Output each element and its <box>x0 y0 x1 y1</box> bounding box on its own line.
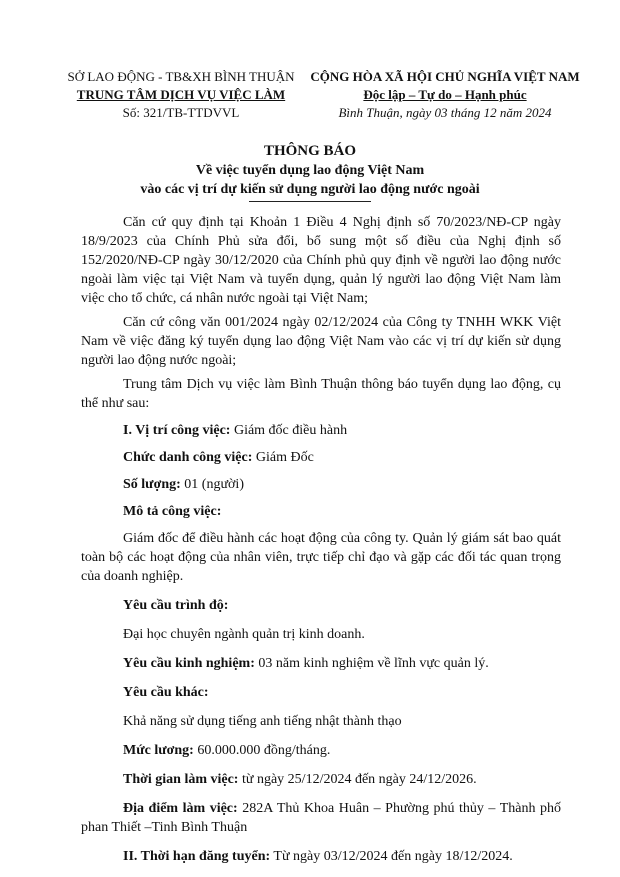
quantity-line <box>81 475 561 494</box>
work-location-label: Địa điểm làm việc: <box>123 801 238 816</box>
deadline-label: II. Thời hạn đăng tuyển: <box>123 849 271 864</box>
nation-motto: Độc lập – Tự do – Hạnh phúc <box>363 87 527 102</box>
education-text: Đại học chuyên ngành quản trị kinh doanh. <box>123 627 365 642</box>
salary-line <box>81 741 561 760</box>
work-location-value: 282A Thủ Khoa Huân – Phường phú thủy – Thành phố phan Thiết –Tinh Bình Thuận <box>81 801 561 835</box>
experience-value: 03 năm kinh nghiệm về lĩnh vực quản lý. <box>254 656 489 671</box>
education-label: Yêu cầu trình độ: <box>123 598 229 613</box>
quantity-label: Số lượng: <box>123 477 181 492</box>
document-title <box>40 142 580 202</box>
experience-line <box>81 654 561 673</box>
other-requirements-label: Yêu cầu khác: <box>123 685 209 700</box>
nation-header <box>310 68 580 122</box>
job-title-label: Chức danh công việc: <box>123 450 253 465</box>
experience-label: Yêu cầu kinh nghiệm: <box>123 656 255 671</box>
document-number: Số: 321/TB-TTDVVL <box>122 105 240 120</box>
quantity-value: 01 (người) <box>180 477 244 492</box>
description-label: Mô tả công việc: <box>123 504 222 519</box>
description-text: Giám đốc để điều hành các hoạt động của công ty. Quản lý giám sát bao quát toàn bộ các hoạt động của nhân viên, trực tiếp chỉ đạo và gặp các đối tác quan trọng của doanh nghiệp. <box>81 531 561 584</box>
job-title-value: Giám Đốc <box>252 450 314 465</box>
position-value: Giám đốc điều hành <box>230 423 348 438</box>
deadline-value: Từ ngày 03/12/2024 đến ngày 18/12/2024. <box>270 849 513 864</box>
work-period-line <box>81 770 561 789</box>
job-title-line <box>81 448 561 467</box>
title-main: THÔNG BÁO <box>263 143 357 159</box>
title-underline <box>249 201 371 202</box>
nation-name: CỘNG HÒA XÃ HỘI CHỦ NGHĨA VIỆT NAM <box>310 69 580 84</box>
announcement-paragraph: Trung tâm Dịch vụ việc làm Bình Thuận thông báo tuyển dụng lao động, cụ thể như sau: <box>81 377 561 411</box>
position-label: I. Vị trí công việc: <box>123 423 231 438</box>
title-sub-1: Về việc tuyển dụng lao động Việt Nam <box>195 163 425 178</box>
title-sub-2: vào các vị trí dự kiến sử dụng người lao động nước ngoài <box>140 182 480 197</box>
work-period-label: Thời gian làm việc: <box>123 772 239 787</box>
legal-basis-paragraph-1: Căn cứ quy định tại Khoản 1 Điều 4 Nghị định số 70/2023/NĐ-CP ngày 18/9/2023 của Chính Phủ sửa đổi, bổ sung một số điều của Nghị định số 152/2020/NĐ-CP ngày 30/12/2020 của Chính phủ quy định về người lao động nước ngoài làm việc tại Việt Nam và tuyển dụng, quản lý người lao động Việt Nam làm việc cho tổ chức, cá nhân nước ngoài tại Việt Nam; <box>81 215 561 306</box>
salary-value: 60.000.000 đồng/tháng. <box>193 743 331 758</box>
other-requirements-text: Khả năng sử dụng tiếng anh tiếng nhật thành thạo <box>123 714 402 729</box>
salary-label: Mức lương: <box>123 743 194 758</box>
agency-line-1: SỞ LAO ĐỘNG - TB&XH BÌNH THUẬN <box>67 69 295 84</box>
work-period-value: từ ngày 25/12/2024 đến ngày 24/12/2026. <box>238 772 477 787</box>
agency-header <box>56 68 306 122</box>
legal-basis-paragraph-2: Căn cứ công văn 001/2024 ngày 02/12/2024 của Công ty TNHH WKK Việt Nam về việc đăng ký tuyển dụng lao động Việt Nam vào các vị trí dự kiến sử dụng người lao động nước ngoài; <box>81 315 561 368</box>
document-body <box>81 213 561 866</box>
position-line <box>81 421 561 440</box>
place-date: Bình Thuận, ngày 03 tháng 12 năm 2024 <box>338 105 552 120</box>
deadline-line <box>81 847 561 866</box>
agency-line-2: TRUNG TÂM DỊCH VỤ VIỆC LÀM <box>76 87 286 102</box>
work-location-line <box>81 799 561 837</box>
